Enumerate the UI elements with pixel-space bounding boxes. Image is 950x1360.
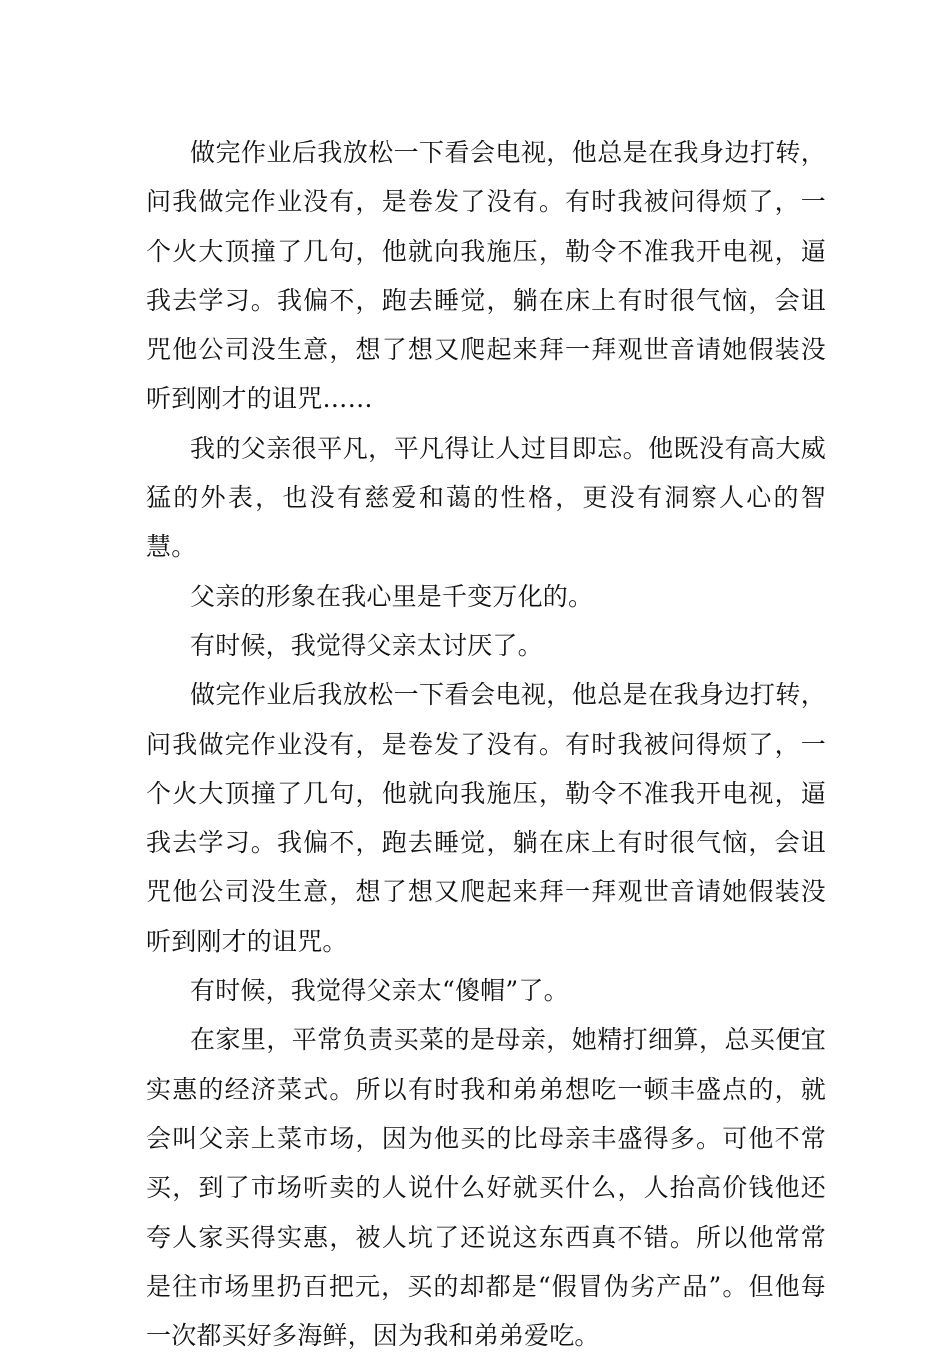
document-body (146, 128, 826, 1360)
paragraph-7: 在家里，平常负责买菜的是母亲，她精打细算，总买便宜实惠的经济菜式。所以有时我和弟弟想吃一顿丰盛点的，就会叫父亲上菜市场，因为他买的比母亲丰盛得多。可他不常买，到了市场听卖的人说什么好就买什么，人抬高价钱他还夸人家买得实惠，被人坑了还说这东西真不错。所以他常常是往市场里扔百把元，买的却都是“假冒伪劣产品”。但他每一次都买好多海鲜，因为我和弟弟爱吃。 (146, 1025, 826, 1351)
paragraph-5: 做完作业后我放松一下看会电视，他总是在我身边打转，问我做完作业没有，是卷发了没有。有时我被问得烦了，一个火大顶撞了几句，他就向我施压，勒令不准我开电视，逼我去学习。我偏不，跑去睡觉，躺在床上有时很气恼，会诅咒他公司没生意，想了想又爬起来拜一拜观世音请她假装没听到刚才的诅咒。 (146, 680, 826, 956)
paragraph-2: 我的父亲很平凡，平凡得让人过目即忘。他既没有高大威猛的外表，也没有慈爱和蔼的性格，更没有洞察人心的智慧。 (146, 433, 826, 562)
paragraph-3: 父亲的形象在我心里是千变万化的。 (190, 581, 594, 611)
paragraph-6: 有时候，我觉得父亲太“傻帽”了。 (190, 976, 569, 1006)
paragraph-4: 有时候，我觉得父亲太讨厌了。 (190, 630, 543, 660)
paragraph-1: 做完作业后我放松一下看会电视，他总是在我身边打转，问我做完作业没有，是卷发了没有。有时我被问得烦了，一个火大顶撞了几句，他就向我施压，勒令不准我开电视，逼我去学习。我偏不，跑去睡觉，躺在床上有时很气恼，会诅咒他公司没生意，想了想又爬起来拜一拜观世音请她假装没听到刚才的诅咒…… (146, 138, 826, 414)
